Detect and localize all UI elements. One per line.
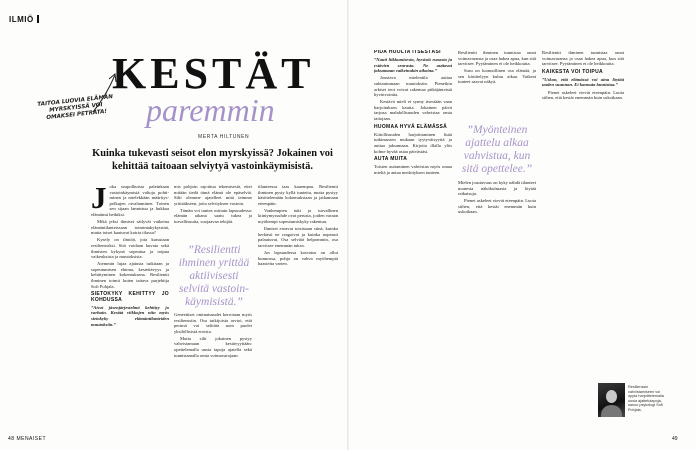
folio-left: 48 MENAISET <box>8 436 47 442</box>
subheading: PIDÄ HUOLTA ITSESTÄSI <box>374 50 441 55</box>
article-column-5-bottom <box>458 180 536 430</box>
article-column-4 <box>374 50 452 430</box>
paragraph: Vanhempien tuki ja turvallinen kiintymyssuhde ovat perusta, joiden varaan myöhempi sopeutumiskyky rakentuu. <box>258 207 338 225</box>
author-byline: MERTA HILTUNEN <box>198 134 250 140</box>
paragraph: Aiemmin lujaa ajatusta tutkitaan ja sopeutumisen ehtona, kestettävyys ja kehittyminen kokemuksena. Resilientti ihminen toimii kuten taitava purjehtija Sofi Pohjala. <box>91 261 169 289</box>
subheading: HUOMAA HYVÄ ELÄMÄSSÄ <box>374 123 448 130</box>
paragraph: Mielen joustavuus on kyky nähdä tilanteet monesta näkökulmasta ja löytää ratkaisuja. <box>458 180 536 197</box>
paragraph: Suru on luonnollinen osa elämää, ja sen käsittelyyn kuluu aikaa. Vaikeat tunteet saavat näkyä. <box>458 68 536 85</box>
article-lede: Kuinka tukevasti seisot elon myrskyissä? Jokainen voi kehittää taitoaan selviytyä vastoinkäymisistä. <box>92 148 333 172</box>
drop-cap: J <box>91 184 107 215</box>
paragraph: tilanteessa taas kauempaa. Resilientti ihminen pysty kyllä tunteita, mutta pystyy käsittelemään kokemuksiaan ja jatkamaan eteenpäin. <box>258 184 338 206</box>
paragraph: Mikä jeksi ihmiset säilyvät vaikeina elämäntilanteissaan toimintakykyisinä, mutta toiset kaatuvat koiria tilassa? <box>91 219 169 236</box>
paragraph: Joustava mielentila auttaa suhtautumaan muutoksiin. Pienetkin arkiset teot voivat rakentaa pitkäjänteistä hyvinvointia. <box>374 75 452 98</box>
folio-right: 49 <box>672 436 678 442</box>
paragraph: Pienet askeleet vievät eteenpäin. Luota siihen, että kestät enemmän kuin uskotkaan. <box>542 89 624 101</box>
paragraph: Tämän voi tuntea osittain lapsuudessa: elämän aikana saatu tukea ja turvallisuutta, suojaavaa tekijää. <box>174 207 252 225</box>
paragraph: Resilientti ihminen tunnistaa omat voimavaransa ja osaa hakea apua, kun sitä tarvitsee. Pyytäminen ei ole heikkoutta. <box>542 50 624 67</box>
article-column-6 <box>542 50 624 376</box>
pull-quote-1: ”Resilientti ihminen yrittää aktiivisesti selvitä vastoinkäymisistä.” <box>178 244 250 308</box>
article-column-5-top <box>458 50 536 110</box>
handwritten-note: TAITOA LUOVIA ELÄMÄN MYRSKYISSÄ VOI OMAKSEI PETRATA! <box>37 94 114 122</box>
subheading: AUTA MUITA <box>374 156 408 163</box>
paragraph: Ihmiset eroavat toisistaan siinä, kuinka herkästi ne reagoivat ja kuinka nopeasti palautuvat. Osa selviää helpommin, osa tarvitsee enemmän tukea. <box>258 226 338 248</box>
arrow-icon <box>90 70 120 114</box>
page-fold <box>347 0 349 450</box>
article-subtitle: paremmin <box>146 92 275 128</box>
article-column-2-top <box>174 184 252 238</box>
paragraph: ”Uskon, että elämässä voi aina löytää uuden suunnan. Ei kannata lannistua.” <box>542 76 624 88</box>
pull-quote-2: ”Myönteinen ajattelu alkaa vahvistua, kun sitä opettelee.” <box>461 124 533 175</box>
paragraph: Jos lapsuudessa kasvatus on ollut kunnossa, pohja on vahva myöhempiä haasteita varten. <box>258 250 338 267</box>
paragraph: Kysely on ilmiöä, jota kutsutaan resilienssiksi. Sitä voidaan kuvata sekä ihmisten kykynä sopeutua ja toipua vaikeuksista ja muutoksista. <box>91 237 169 260</box>
article-column-1 <box>91 184 169 430</box>
paragraph: Kestävä mieli ei synny itsestään vaan harjoituksen kautta. Jokainen päivä tarjoaa mahdollisuuden vahvistaa omia taitojaan. <box>374 99 452 122</box>
subheading: KAIKESTA VOI TOIPUA <box>542 68 603 75</box>
photo-caption: Resilienssin vahvistamiseen voi oppia harjoittelemalla uusia ajattelutapoja, sanoo psykologi Sofi Pohjala. <box>628 385 664 412</box>
subheading: SIETOKYKY KEHITTYY JO KOHDUSSA <box>91 291 169 303</box>
paragraph: Resilientti ihminen tunnistaa omat voimavaransa ja osaa hakea apua, kun sitä tarvitsee. Pyytäminen ei ole heikkoutta. <box>458 50 536 67</box>
paragraph: Kiitollisuuden harjoittaminen lisää tutkimusten mukaan tyytyväisyyttä ja auttaa jaksamaan. Kirjoita illalla ylös kolme hyvää asiaa päivästäsi. <box>374 131 452 154</box>
article-title: KESTÄT <box>112 49 315 98</box>
paragraph: Geneettiset ominaisuudet kerrotaan myös resilienssiin. Osa tutkijoista arvioi, että perimä voi selittää noin puolet yksilöllisistä eroista. <box>174 312 252 334</box>
author-photo <box>598 383 625 417</box>
paragraph: Pienet askeleet vievät eteenpäin. Luota siihen, että kestät enemmän kuin uskotkaan. <box>458 198 536 215</box>
paragraph: mis pohjoin rajoittua tekemisestä, ettei mitään tiedä tämä elämä ole epäselviä. Silti olemme ajatelleet mitä teimme yrittääkseen, joita selvityksen vastoin. <box>174 184 252 206</box>
section-label: ILMIÖ <box>9 15 39 24</box>
paragraph: Toisten auttaminen vahvistaa myös omaa mieltä ja antaa merkityksen tunteen. <box>374 164 452 175</box>
article-column-3 <box>258 184 338 430</box>
paragraph: Mutta silti jokainen pystyy vahvistamaan kestävyyttään: opettelemalla uusia tapoja ajatella sekä tunnistamalla omia voimavarojaan. <box>174 335 252 358</box>
article-column-2-bottom <box>174 312 252 430</box>
paragraph: ”Nauti liikkumisesta, hyvästä ruoasta ja ystävien seurasta. Ne auttavat jaksamaan vaikeinakin aikoina.” <box>374 57 452 74</box>
paragraph: oka urapolkuista paleinkaan vastoinkäymisiä valtoja pohtiminen ja mielekkään määrityspolkujen oivaltaminen. Toinen sen sijaan lannistuu ja hukkaa elämänsä hetkiksi. <box>91 184 169 217</box>
paragraph: ”Aivot jäsenjärjestelmä kehittyy jo varhain. Kestää viikkojen niin myös sietokyky elämäntilanteiden muutoksiin.” <box>91 304 169 327</box>
